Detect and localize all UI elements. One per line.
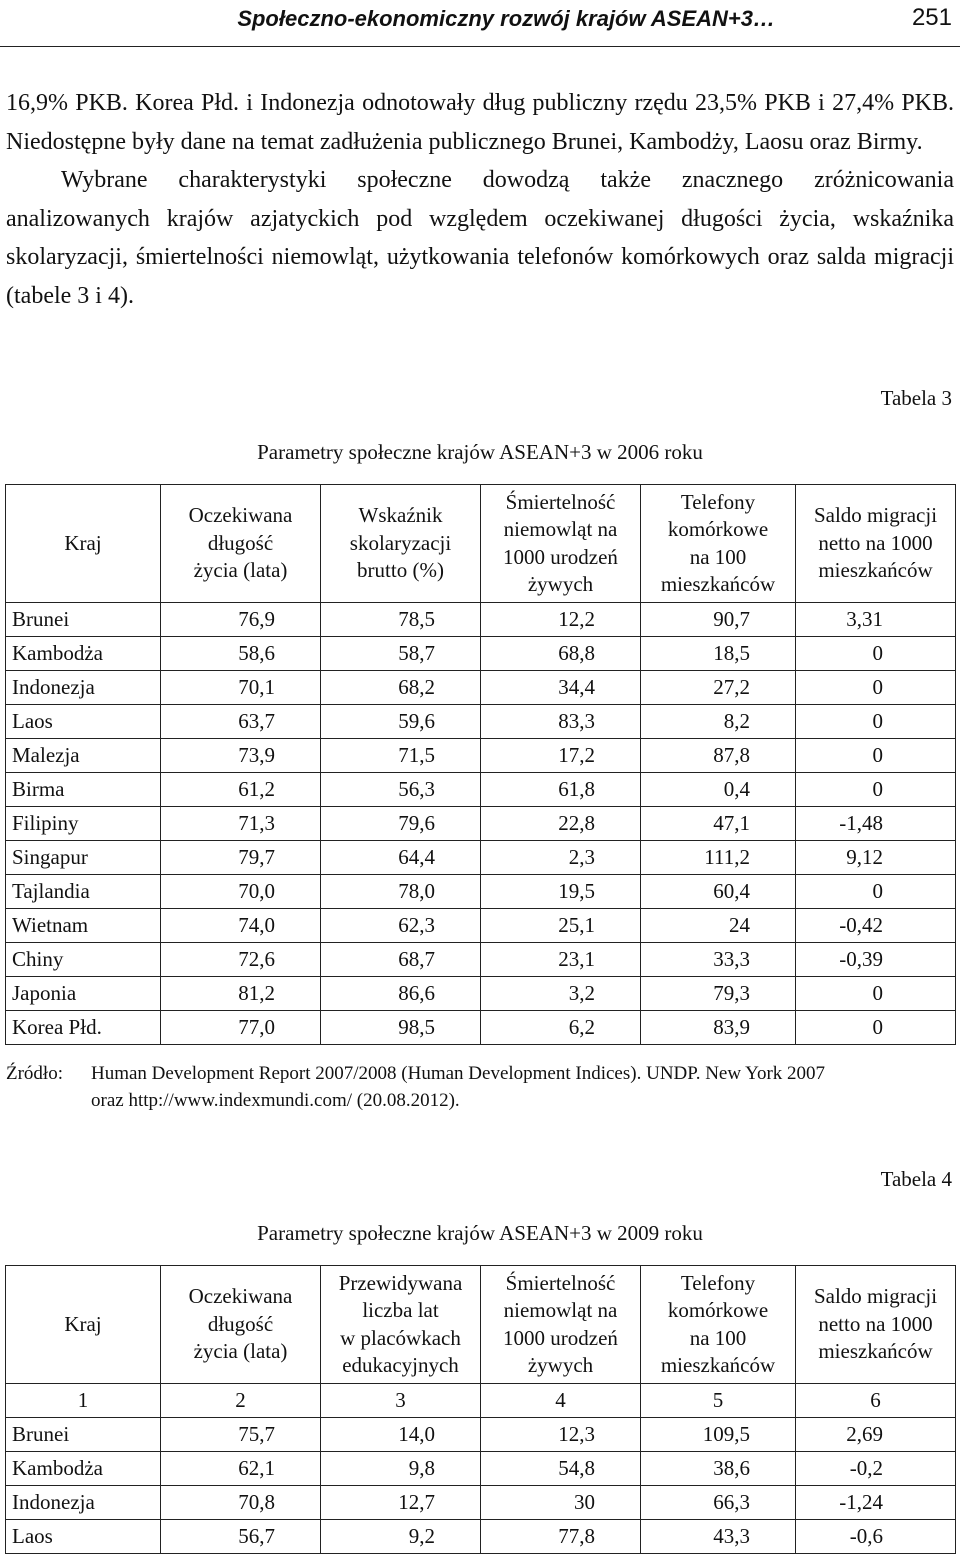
column-number: 5 [641, 1384, 796, 1418]
value-cell: -1,48 [796, 807, 956, 841]
value-cell: 8,2 [641, 705, 796, 739]
value-cell: 70,0 [161, 875, 321, 909]
country-cell: Chiny [6, 943, 161, 977]
value-cell: 0 [796, 705, 956, 739]
column-header [641, 485, 796, 603]
value-cell: 30 [481, 1486, 641, 1520]
column-number: 3 [321, 1384, 481, 1418]
value-cell: 24 [641, 909, 796, 943]
table-row [6, 773, 956, 807]
column-header-line: mieszkańców [660, 1353, 776, 1377]
column-header [161, 1266, 321, 1384]
column-header-line: liczba lat [362, 1298, 439, 1322]
country-cell: Indonezja [6, 671, 161, 705]
value-cell: 56,7 [161, 1520, 321, 1554]
value-cell: 18,5 [641, 637, 796, 671]
page-header [0, 0, 960, 47]
value-cell: 58,6 [161, 637, 321, 671]
table-row [6, 1520, 956, 1554]
column-header [796, 1266, 956, 1384]
column-header-line: Śmiertelność [505, 489, 616, 514]
value-cell: 0 [796, 977, 956, 1011]
value-cell: 98,5 [321, 1011, 481, 1045]
column-header-line: mieszkańców [818, 1339, 933, 1364]
table3-header-row [6, 485, 956, 603]
value-cell: -0,42 [796, 909, 956, 943]
value-cell: 71,3 [161, 807, 321, 841]
value-cell: 54,8 [481, 1452, 641, 1486]
column-header-line: edukacyjnych [342, 1353, 459, 1377]
column-header-line: długość [207, 1311, 274, 1336]
value-cell: 109,5 [641, 1418, 796, 1452]
table3-title: Parametry społeczne krajów ASEAN+3 w 2006 roku [257, 440, 703, 464]
table-row [6, 943, 956, 977]
value-cell: 27,2 [641, 671, 796, 705]
country-cell: Korea Płd. [6, 1011, 161, 1045]
column-header-line: żywych [527, 1353, 594, 1377]
table-row [6, 671, 956, 705]
column-header-line: brutto (%) [357, 558, 444, 583]
value-cell: 9,12 [796, 841, 956, 875]
value-cell: 79,7 [161, 841, 321, 875]
column-header [6, 1266, 161, 1384]
table-row [6, 739, 956, 773]
column-header-line: niemowląt na [503, 1298, 618, 1322]
country-cell: Indonezja [6, 1486, 161, 1520]
value-cell: 68,7 [321, 943, 481, 977]
table3-body [6, 603, 956, 1045]
value-cell: 71,5 [321, 739, 481, 773]
value-cell: 79,3 [641, 977, 796, 1011]
column-header-line: Wskaźnik [358, 503, 443, 528]
value-cell: 79,6 [321, 807, 481, 841]
column-number: 6 [796, 1384, 956, 1418]
paragraph: Wybrane charakterystyki społeczne dowodzą także znacznego zróżnicowania analizowanych krajów azjatyckich pod względem oczekiwanej długości życia, wskaźnika skolaryzacji, śmiertelności niemowląt, użytkowania telefonów komórkowych oraz salda migracji (tabele 3 i 4). [6, 167, 954, 309]
value-cell: 25,1 [481, 909, 641, 943]
table-row [6, 603, 956, 637]
value-cell: 62,1 [161, 1452, 321, 1486]
value-cell: 78,5 [321, 603, 481, 637]
column-header-line: Oczekiwana [188, 503, 293, 528]
table-row [6, 807, 956, 841]
country-cell: Filipiny [6, 807, 161, 841]
table-row [6, 1486, 956, 1520]
column-header-line: na 100 [689, 544, 747, 569]
table-row [6, 1452, 956, 1486]
table-row [6, 637, 956, 671]
value-cell: 66,3 [641, 1486, 796, 1520]
value-cell: 0 [796, 637, 956, 671]
source-label: Źródło: [6, 1063, 63, 1084]
value-cell: 14,0 [321, 1418, 481, 1452]
column-header-line: skolaryzacji [349, 530, 452, 555]
value-cell: 12,2 [481, 603, 641, 637]
column-header-line: netto na 1000 [818, 1311, 933, 1336]
column-number: 1 [6, 1384, 161, 1418]
value-cell: 3,31 [796, 603, 956, 637]
column-header [481, 485, 641, 603]
value-cell: 61,8 [481, 773, 641, 807]
table4-title: Parametry społeczne krajów ASEAN+3 w 2009 roku [257, 1221, 703, 1245]
column-header-line: Saldo migracji [813, 503, 938, 528]
country-cell: Brunei [6, 603, 161, 637]
value-cell: 38,6 [641, 1452, 796, 1486]
country-cell: Birma [6, 773, 161, 807]
country-cell: Laos [6, 705, 161, 739]
value-cell: 58,7 [321, 637, 481, 671]
column-header [161, 485, 321, 603]
value-cell: -1,24 [796, 1486, 956, 1520]
value-cell: 0 [796, 1011, 956, 1045]
column-header-line: Kraj [64, 1311, 102, 1336]
column-header-line: Śmiertelność [505, 1270, 616, 1295]
column-header-line: Saldo migracji [813, 1284, 938, 1309]
body-text [6, 84, 954, 315]
column-header-line: 1000 urodzeń [503, 544, 618, 569]
value-cell: 77,8 [481, 1520, 641, 1554]
country-cell: Laos [6, 1520, 161, 1554]
country-cell: Tajlandia [6, 875, 161, 909]
value-cell: 17,2 [481, 739, 641, 773]
value-cell: 90,7 [641, 603, 796, 637]
column-header-line: niemowląt na [503, 517, 618, 541]
table4-header-row [6, 1266, 956, 1384]
column-header-line: Przewidywana [338, 1270, 463, 1295]
column-header-line: życia (lata) [193, 1339, 288, 1364]
table-row [6, 1011, 956, 1045]
country-cell: Wietnam [6, 909, 161, 943]
table-row [6, 841, 956, 875]
column-header-line: Telefony [680, 1270, 756, 1295]
table4 [5, 1265, 956, 1554]
value-cell: 64,4 [321, 841, 481, 875]
table4-body [6, 1384, 956, 1554]
page-number: 251 [911, 4, 952, 31]
column-header [481, 1266, 641, 1384]
table-row [6, 909, 956, 943]
table-row [6, 875, 956, 909]
value-cell: 12,7 [321, 1486, 481, 1520]
value-cell: 0 [796, 671, 956, 705]
column-number: 2 [161, 1384, 321, 1418]
value-cell: 74,0 [161, 909, 321, 943]
value-cell: 70,1 [161, 671, 321, 705]
country-cell: Kambodża [6, 637, 161, 671]
column-header-line: długość [207, 530, 274, 555]
column-header-line: życia (lata) [193, 558, 288, 583]
column-header [796, 485, 956, 603]
value-cell: 86,6 [321, 977, 481, 1011]
value-cell: 111,2 [641, 841, 796, 875]
country-cell: Kambodża [6, 1452, 161, 1486]
value-cell: 72,6 [161, 943, 321, 977]
value-cell: 34,4 [481, 671, 641, 705]
column-header-line: Kraj [64, 530, 102, 555]
value-cell: 23,1 [481, 943, 641, 977]
value-cell: 9,8 [321, 1452, 481, 1486]
table3 [5, 484, 956, 1045]
value-cell: 22,8 [481, 807, 641, 841]
column-header-line: 1000 urodzeń [503, 1325, 618, 1350]
value-cell: -0,39 [796, 943, 956, 977]
value-cell: 70,8 [161, 1486, 321, 1520]
column-header-line: żywych [527, 572, 594, 596]
table-row [6, 1418, 956, 1452]
column-header [6, 485, 161, 603]
table4-label: Tabela 4 [880, 1167, 952, 1191]
source-text: oraz http://www.indexmundi.com/ (20.08.2012). [91, 1090, 460, 1111]
value-cell: 83,9 [641, 1011, 796, 1045]
value-cell: 2,3 [481, 841, 641, 875]
value-cell: 59,6 [321, 705, 481, 739]
value-cell: 62,3 [321, 909, 481, 943]
value-cell: -0,6 [796, 1520, 956, 1554]
value-cell: 83,3 [481, 705, 641, 739]
value-cell: 73,9 [161, 739, 321, 773]
value-cell: 77,0 [161, 1011, 321, 1045]
table3-label: Tabela 3 [880, 386, 952, 410]
country-cell: Brunei [6, 1418, 161, 1452]
table-row [6, 977, 956, 1011]
column-header [641, 1266, 796, 1384]
column-header [321, 1266, 481, 1384]
value-cell: 19,5 [481, 875, 641, 909]
column-number-row [6, 1384, 956, 1418]
table-row [6, 705, 956, 739]
value-cell: 87,8 [641, 739, 796, 773]
value-cell: 56,3 [321, 773, 481, 807]
value-cell: 75,7 [161, 1418, 321, 1452]
value-cell: 0,4 [641, 773, 796, 807]
value-cell: 81,2 [161, 977, 321, 1011]
value-cell: 61,2 [161, 773, 321, 807]
value-cell: 43,3 [641, 1520, 796, 1554]
value-cell: 63,7 [161, 705, 321, 739]
column-header-line: komórkowe [667, 1298, 769, 1322]
value-cell: 9,2 [321, 1520, 481, 1554]
table3-source [6, 1060, 956, 1114]
column-header-line: Oczekiwana [188, 1284, 293, 1309]
value-cell: 47,1 [641, 807, 796, 841]
value-cell: 3,2 [481, 977, 641, 1011]
paragraph: 16,9% PKB. Korea Płd. i Indonezja odnotowały dług publiczny rzędu 23,5% PKB i 27,4% PKB. Niedostępne były dane na temat zadłużenia publicznego Brunei, Kambodży, Laosu oraz Birmy. [6, 90, 954, 155]
source-text: Human Development Report 2007/2008 (Human Development Indices). UNDP. New York 2007 [91, 1063, 826, 1084]
value-cell: 12,3 [481, 1418, 641, 1452]
country-cell: Singapur [6, 841, 161, 875]
value-cell: 68,8 [481, 637, 641, 671]
value-cell: 0 [796, 773, 956, 807]
value-cell: 0 [796, 739, 956, 773]
value-cell: 2,69 [796, 1418, 956, 1452]
running-title: Społeczno-ekonomiczny rozwój krajów ASEAN+3… [237, 6, 775, 31]
column-header-line: Telefony [680, 489, 756, 514]
column-header-line: mieszkańców [818, 558, 933, 583]
value-cell: 33,3 [641, 943, 796, 977]
column-header [321, 485, 481, 603]
value-cell: 76,9 [161, 603, 321, 637]
column-header-line: komórkowe [667, 517, 769, 541]
column-header-line: na 100 [689, 1325, 747, 1350]
value-cell: 78,0 [321, 875, 481, 909]
column-header-line: mieszkańców [660, 572, 776, 596]
value-cell: 6,2 [481, 1011, 641, 1045]
column-number: 4 [481, 1384, 641, 1418]
value-cell: 0 [796, 875, 956, 909]
country-cell: Malezja [6, 739, 161, 773]
value-cell: 60,4 [641, 875, 796, 909]
column-header-line: netto na 1000 [818, 530, 933, 555]
value-cell: -0,2 [796, 1452, 956, 1486]
column-header-line: w placówkach [340, 1325, 461, 1350]
country-cell: Japonia [6, 977, 161, 1011]
value-cell: 68,2 [321, 671, 481, 705]
